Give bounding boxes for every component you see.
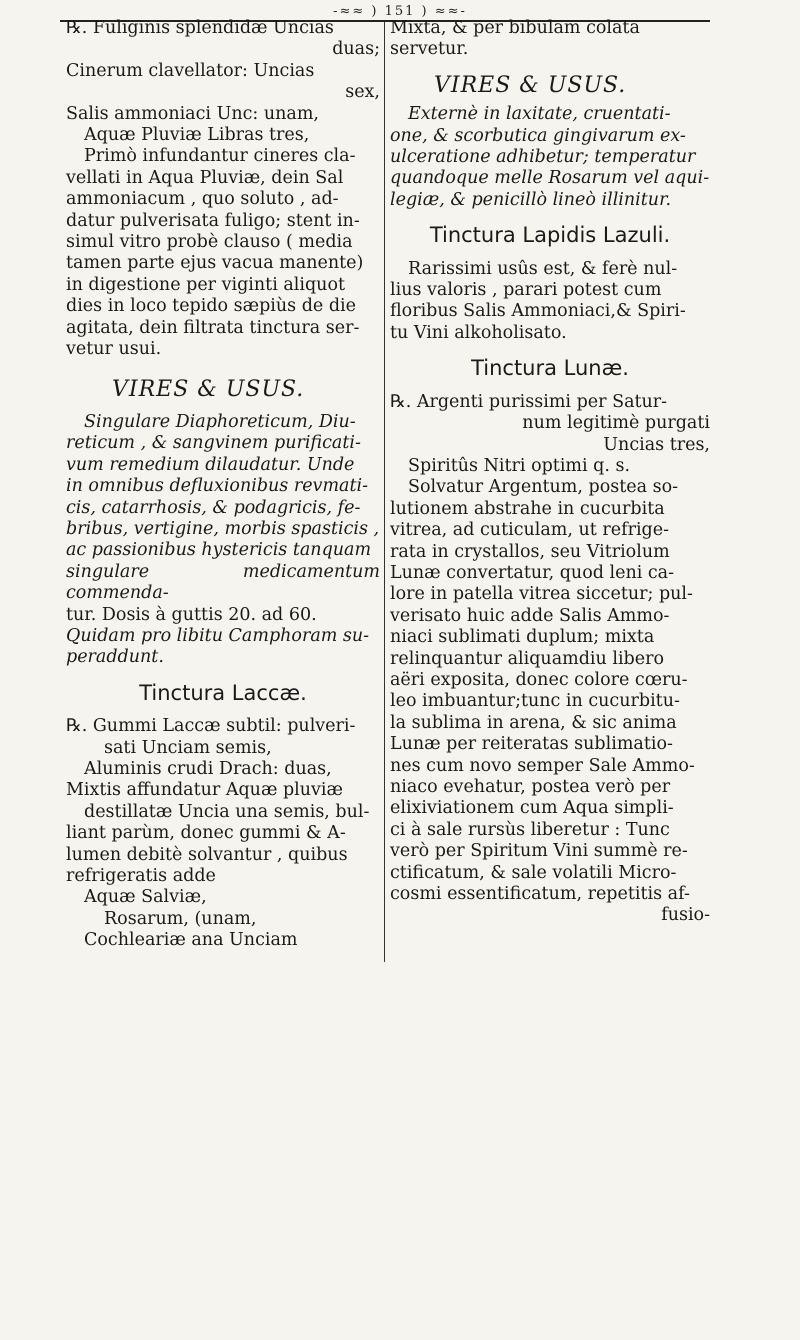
text-line: in omnibus defluxionibus revmati- <box>66 476 369 497</box>
text-line: sati Unciam semis, <box>104 737 272 758</box>
text-line: legiæ, & penicillò lineò illinitur. <box>390 189 672 210</box>
text-line: tur. Dosis à guttis 20. ad 60. <box>66 604 317 625</box>
text-line: agitata, dein filtrata tinctura ser- <box>66 317 360 338</box>
text-line: tu Vini alkoholisato. <box>390 322 567 343</box>
section-heading: VIRES & USUS. <box>112 376 305 402</box>
text-line: lutionem abstrahe in cucurbita <box>390 498 665 519</box>
text-line: Salis ammoniaci Unc: unam, <box>66 103 319 124</box>
page-header: -≈≈ ) 151 ) ≈≈- <box>333 4 467 19</box>
text-line: cosmi essentificatum, repetitis af- <box>390 884 690 905</box>
text-line: Rosarum, (unam, <box>104 908 257 929</box>
text-line: niaci sublimati duplum; mixta <box>390 627 655 648</box>
text-line: vum remedium dilaudatur. Unde <box>66 454 355 475</box>
text-line: Aluminis crudi Drach: duas, <box>84 759 332 779</box>
text-line: ctificatum, & sale volatili Micro- <box>390 862 677 883</box>
text-line: ℞. Fuliginis splendidæ Uncias <box>66 18 334 38</box>
catchword: fusio- <box>661 905 710 926</box>
text-line: destillatæ Uncia una semis, bul- <box>84 801 370 822</box>
text-line: Lunæ convertatur, quod leni ca- <box>390 562 675 583</box>
text-line: datur pulverisata fuligo; stent in- <box>66 210 360 231</box>
text-line: tamen parte ejus vacua manente) <box>66 253 364 274</box>
text-line: Quidam pro libitu Camphoram su- <box>66 625 370 646</box>
text-line: vetur usui. <box>66 339 162 360</box>
text-line: leo imbuantur;tunc in cucurbitu- <box>390 691 680 712</box>
text-line: relinquantur aliquamdiu libero <box>390 648 665 669</box>
text-line: ℞. Gummi Laccæ subtil: pulveri- <box>66 716 356 737</box>
text-line: lumen debitè solvantur , quibus <box>66 844 348 865</box>
text-line: la sublima in arena, & sic anima <box>390 712 677 733</box>
text-line: Mixtis affundatur Aquæ pluviæ <box>66 780 343 801</box>
text-line: aëri exposita, donec colore cœru- <box>390 669 688 690</box>
text-line: ci à sale rursùs liberetur : Tunc <box>390 819 670 840</box>
text-line: num legitimè purgati <box>522 413 710 434</box>
text-line: Aquæ Pluviæ Libras tres, <box>84 125 310 146</box>
text-line: simul vitro probè clauso ( media <box>66 232 353 253</box>
text-line: duas; <box>332 39 380 60</box>
text-line: bribus, vertigine, morbis spasticis , <box>66 518 380 539</box>
text-line: sex, <box>345 82 380 103</box>
text-line: lore in patella vitrea siccetur; pul- <box>390 584 693 605</box>
text-line: Singulare Diaphoreticum, Diu- <box>84 411 356 432</box>
text-line: cis, catarrhosis, & podagricis, fe- <box>66 497 361 518</box>
section-heading: Tinctura Laccæ. <box>139 680 307 705</box>
text-line: floribus Salis Ammoniaci,& Spiri- <box>390 301 686 322</box>
text-line: refrigeratis adde <box>66 866 216 887</box>
text-line: vitrea, ad cuticulam, ut refrige- <box>390 520 670 541</box>
text-line: Primò infundantur cineres cla- <box>84 146 356 167</box>
text-line: Cochleariæ ana Unciam <box>84 930 298 951</box>
text-line: ulceratione adhibetur; temperatur <box>390 147 696 168</box>
text-line: Uncias tres, <box>603 434 710 455</box>
text-line: ac passionibus hystericis tanquam <box>66 540 372 561</box>
text-line: rata in crystallos, seu Vitriolum <box>390 541 670 562</box>
text-line: Rarissimi usûs est, & ferè nul- <box>408 258 678 279</box>
text-line: dies in loco tepido sæpiùs de die <box>66 296 356 317</box>
text-line: ℞. Argenti purissimi per Satur- <box>390 391 668 412</box>
text-line: one, & scorbutica gingivarum ex- <box>390 125 686 146</box>
right-column <box>390 18 710 927</box>
text-line: peraddunt. <box>66 647 164 668</box>
text-line: verò per Spiritum Vini summè re- <box>390 841 688 862</box>
text-line: reticum , & sangvinem purificati- <box>66 433 361 454</box>
section-heading: VIRES & USUS. <box>434 72 627 98</box>
text-line: verisato huic adde Salis Ammo- <box>390 605 670 626</box>
left-column <box>66 18 380 952</box>
text-line: lius valoris , parari potest cum <box>390 280 662 301</box>
text-line: Solvatur Argentum, postea so- <box>408 477 679 498</box>
text-line: quandoque melle Rosarum vel aqui- <box>390 168 710 189</box>
section-heading: Tinctura Lunæ. <box>471 356 629 381</box>
text-line: singulare medicamentum commenda- <box>66 561 380 604</box>
column-divider <box>384 22 385 962</box>
text-line: niaco evehatur, postea verò per <box>390 777 671 797</box>
text-line: elixiviationem cum Aqua simpli- <box>390 798 674 819</box>
text-line: Externè in laxitate, cruentati- <box>408 104 671 125</box>
text-line: Mixta, & per bibulam colata <box>390 18 640 38</box>
section-heading: Tinctura Lapidis Lazuli. <box>429 223 671 248</box>
text-line: Lunæ per reiteratas sublimatio- <box>390 734 673 755</box>
text-line: liant parùm, donec gummi & A- <box>66 823 346 844</box>
text-line: nes cum novo semper Sale Ammo- <box>390 755 695 776</box>
text-line: vellati in Aqua Pluviæ, dein Sal <box>66 167 344 188</box>
text-line: Cinerum clavellator: Uncias <box>66 60 315 81</box>
text-line: Spiritûs Nitri optimi q. s. <box>408 455 631 476</box>
text-line: Aquæ Salviæ, <box>84 887 207 908</box>
text-line: ammoniacum , quo soluto , ad- <box>66 189 339 210</box>
text-line: in digestione per viginti aliquot <box>66 274 346 295</box>
text-line: servetur. <box>390 39 469 60</box>
